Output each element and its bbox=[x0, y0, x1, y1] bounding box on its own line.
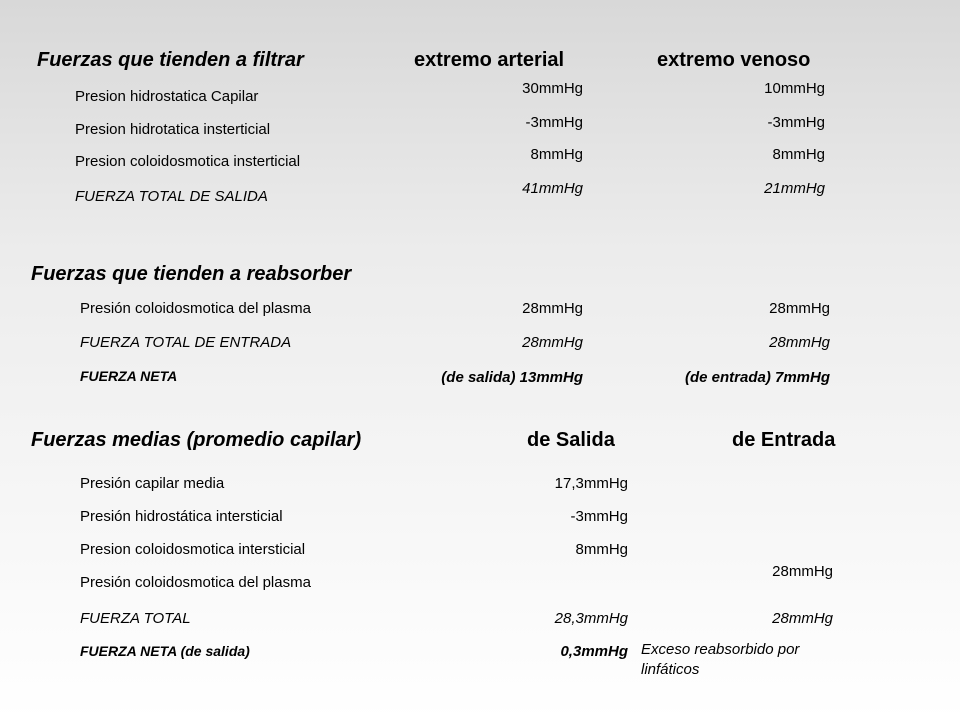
row-label-total: FUERZA TOTAL bbox=[80, 610, 191, 627]
value-venoso-total: 28mmHg bbox=[769, 334, 830, 351]
column-header-venoso: extremo venoso bbox=[657, 49, 811, 71]
value-salida: 17,3mmHg bbox=[554, 475, 628, 492]
section2-title: Fuerzas que tienden a reabsorber bbox=[31, 263, 352, 285]
row-label-total: FUERZA TOTAL DE ENTRADA bbox=[80, 334, 292, 351]
row-label: Presion coloidosmotica insterticial bbox=[75, 153, 301, 170]
value-arterial: 30mmHg bbox=[522, 80, 583, 97]
row-label: Presión hidrostática intersticial bbox=[80, 508, 283, 525]
value-venoso-total: 21mmHg bbox=[764, 180, 825, 197]
value-arterial-total: 28mmHg bbox=[522, 334, 583, 351]
value-salida: 8mmHg bbox=[575, 541, 628, 558]
row-label: Presión coloidosmotica del plasma bbox=[80, 574, 311, 591]
section1-title: Fuerzas que tienden a filtrar bbox=[37, 49, 304, 71]
value-entrada-total: 28mmHg bbox=[772, 610, 833, 627]
value-arterial: -3mmHg bbox=[525, 114, 583, 131]
column-header-salida: de Salida bbox=[527, 429, 615, 451]
value-venoso: 28mmHg bbox=[769, 300, 830, 317]
value-entrada: 28mmHg bbox=[772, 563, 833, 580]
value-arterial: 28mmHg bbox=[522, 300, 583, 317]
row-label: Presion coloidosmotica intersticial bbox=[80, 541, 306, 558]
value-venoso: 10mmHg bbox=[764, 80, 825, 97]
row-label: Presión coloidosmotica del plasma bbox=[80, 300, 311, 317]
value-arterial-neta: (de salida) 13mmHg bbox=[441, 369, 583, 386]
value-venoso-neta: (de entrada) 7mmHg bbox=[684, 369, 830, 386]
row-label-neta: FUERZA NETA (de salida) bbox=[80, 643, 250, 659]
value-salida-total: 28,3mmHg bbox=[554, 610, 628, 627]
row-label-neta: FUERZA NETA bbox=[80, 368, 178, 384]
value-salida: -3mmHg bbox=[570, 508, 628, 525]
column-header-arterial: extremo arterial bbox=[414, 49, 565, 71]
section3-title: Fuerzas medias (promedio capilar) bbox=[31, 429, 362, 451]
value-venoso: -3mmHg bbox=[767, 114, 825, 131]
column-header-entrada: de Entrada bbox=[732, 429, 836, 451]
row-label: Presion hidrostatica Capilar bbox=[75, 88, 259, 105]
row-label-total: FUERZA TOTAL DE SALIDA bbox=[75, 188, 268, 205]
note-exceso-reabsorbido: Exceso reabsorbido por linfáticos bbox=[641, 641, 800, 678]
value-venoso: 8mmHg bbox=[772, 146, 825, 163]
value-arterial: 8mmHg bbox=[530, 146, 583, 163]
value-arterial-total: 41mmHg bbox=[522, 180, 583, 197]
row-label: Presión capilar media bbox=[80, 475, 225, 492]
value-salida-neta: 0,3mmHg bbox=[560, 643, 628, 660]
row-label: Presion hidrotatica insterticial bbox=[75, 121, 271, 138]
